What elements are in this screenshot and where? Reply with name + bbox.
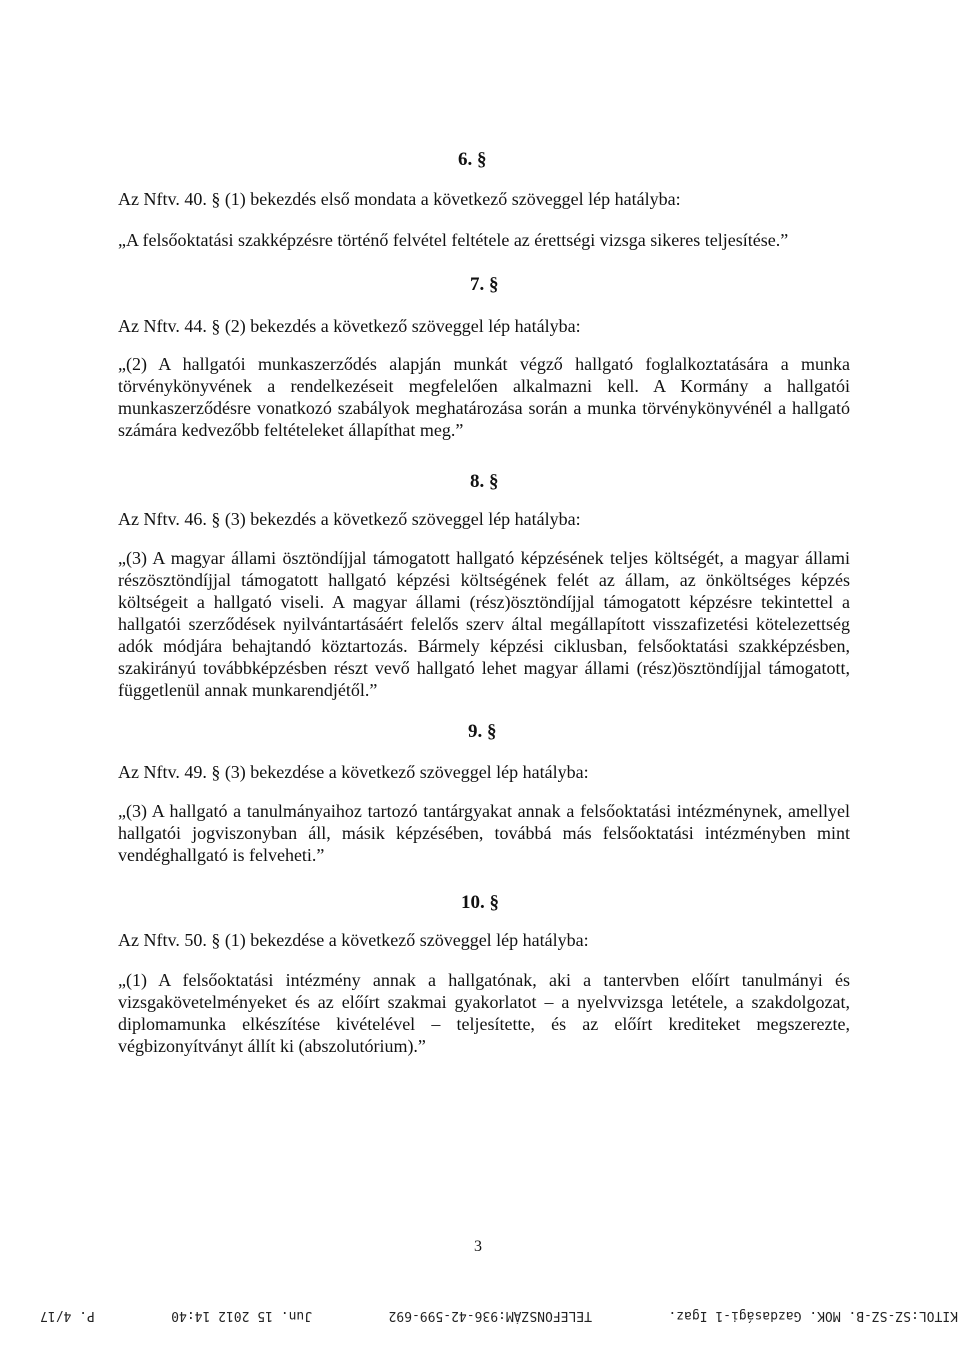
section-9-heading: 9. § bbox=[468, 721, 497, 742]
section-7-intro: Az Nftv. 44. § (2) bekezdés a következő szöveggel lép hatályba: bbox=[118, 316, 581, 336]
section-6-heading: 6. § bbox=[458, 149, 487, 170]
section-10-text: „(1) A felsőoktatási intézmény annak a hallgatónak, aki a tantervben előírt tanulmányi és vizsgakövetelményeket és az előírt szakmai gyakorlatot – a nyelvvizsga letétele, a szakdolgozat, diplomamunka elkészítése kivételével – teljesítette, és az előírt krediteket megszerezte, végbizonyítványt állít ki (abszolutórium).” bbox=[118, 970, 850, 1056]
fax-sender: KITOL:SZ-SZ-B. MOK. Gazdasági-1 Igaz. bbox=[668, 1308, 958, 1323]
section-8-heading: 8. § bbox=[470, 471, 499, 492]
section-9-text: „(3) A hallgató a tanulmányaihoz tartozó tantárgyakat annak a felsőoktatási intézménynek, amellyel hallgatói jogviszonyban áll, másik képzésében, továbbá más felsőoktatási intézményben mint vendéghallgató is felveheti.” bbox=[118, 801, 850, 865]
section-7-heading: 7. § bbox=[470, 274, 499, 295]
section-10-heading: 10. § bbox=[461, 892, 499, 913]
fax-phone: TELEFONSZÁM:936-42-599-692 bbox=[388, 1308, 592, 1323]
section-8-text: „(3) A magyar állami ösztöndíjjal támogatott hallgató képzésének teljes költségét, a magyar állami részösztöndíjjal támogatott hallgató képzési költségének felét az állam, az önköltséges képzés költségeit a hallgató viseli. A magyar állami (rész)ösztöndíjjal támogatott képzésre tekintettel a hallgatói szerződések nyilvántartásáért felelős szerv által megállapított visszafizetési kötelezettség adók módjára behajtandó köztartozás. Bármely képzési ciklusban, felsőoktatási szakképzésben, szakirányú továbbképzésben részt vevő hallgató lehet magyar állami (rész)ösztöndíjjal támogatott, függetlenül annak munkarendjétől.” bbox=[118, 548, 850, 700]
fax-header bbox=[40, 1308, 958, 1323]
section-7-text: „(2) A hallgatói munkaszerződés alapján munkát végző hallgató foglalkoztatására a munka törvénykönyvének a rendelkezéseit megfelelően alkalmazni kell. A Kormány a hallgatói munkaszerződésre vonatkozó szabályok meghatározása során a munka törvénykönyvénél a hallgató számára kedvezőbb feltételeket állapíthat meg.” bbox=[118, 354, 850, 440]
section-10-intro: Az Nftv. 50. § (1) bekezdése a következő szöveggel lép hatályba: bbox=[118, 930, 589, 950]
page-number: 3 bbox=[474, 1238, 482, 1255]
fax-page: P. 4/17 bbox=[40, 1308, 95, 1323]
fax-date: Jun. 15 2012 14:40 bbox=[171, 1308, 313, 1323]
section-6-text: „A felsőoktatási szakképzésre történő felvétel feltétele az érettségi vizsga sikeres teljesítése.” bbox=[118, 230, 789, 250]
section-6-intro: Az Nftv. 40. § (1) bekezdés első mondata a következő szöveggel lép hatályba: bbox=[118, 189, 681, 209]
section-8-intro: Az Nftv. 46. § (3) bekezdés a következő szöveggel lép hatályba: bbox=[118, 509, 581, 529]
section-9-intro: Az Nftv. 49. § (3) bekezdése a következő szöveggel lép hatályba: bbox=[118, 762, 589, 782]
